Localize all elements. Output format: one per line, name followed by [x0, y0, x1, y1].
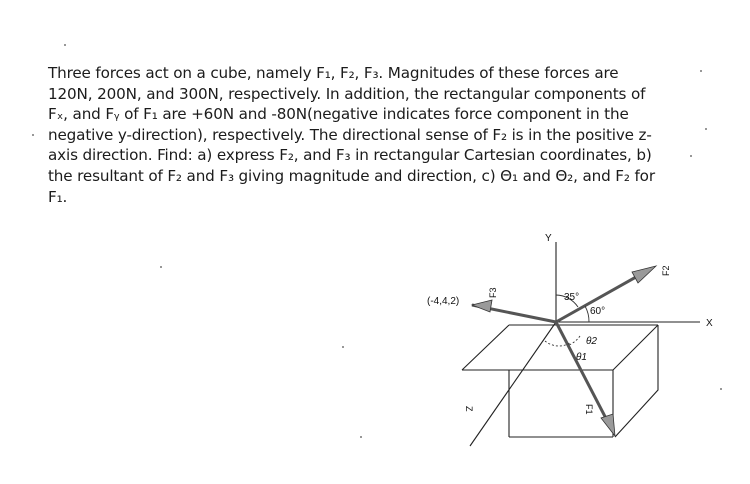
f2-label: F2	[661, 265, 671, 276]
scan-speck	[360, 436, 362, 438]
problem-line-6: the resultant of F₂ and F₃ giving magnitude and direction, c) Θ₁ and Θ₂, and F₂ for	[48, 166, 655, 185]
scan-speck	[32, 134, 34, 136]
f3-arrowhead	[472, 300, 492, 312]
f3-label: F3	[488, 287, 498, 298]
angle-60-label: 60°	[590, 306, 606, 317]
theta1-label: θ1	[576, 352, 587, 363]
x-axis-label: X	[706, 318, 713, 329]
scan-speck	[720, 388, 722, 390]
scan-speck	[342, 346, 344, 348]
arc-theta2	[569, 336, 580, 345]
problem-line-3: Fₓ, and Fᵧ of F₁ are +60N and -80N(negative indicates force component in the	[48, 105, 629, 124]
problem-line-2: 120N, 200N, and 300N, respectively. In addition, the rectangular components of	[48, 84, 646, 103]
arc-60deg	[585, 306, 589, 322]
z-axis-label: Z	[464, 406, 474, 412]
scan-speck	[690, 155, 692, 157]
scan-speck	[705, 128, 707, 130]
problem-line-7: F₁.	[48, 187, 68, 206]
scan-speck	[160, 266, 162, 268]
cube-edge-top-right	[613, 325, 658, 370]
cube	[462, 325, 658, 437]
f1-arrowhead	[601, 414, 615, 436]
problem-line-4: negative y-direction), respectively. The directional sense of F₂ is in the positive z-	[48, 125, 652, 144]
scan-speck	[64, 44, 66, 46]
scan-speck	[700, 70, 702, 72]
problem-line-5: axis direction. Find: a) express F₂, and F₃ in rectangular Cartesian coordinates, b)	[48, 146, 652, 165]
f1-shaft	[556, 322, 612, 430]
force-f3	[472, 300, 556, 322]
f1-label: F1	[584, 404, 594, 415]
theta2-label: θ2	[586, 336, 597, 347]
angle-35-label: 35°	[564, 292, 580, 303]
point-label: (-4,4,2)	[427, 296, 460, 307]
cube-edge-top-left	[462, 325, 509, 370]
z-axis	[470, 322, 556, 446]
cube-edge-back-right	[615, 325, 658, 437]
y-axis-label: Y	[545, 233, 552, 244]
problem-line-1: Three forces act on a cube, namely F₁, F₂, F₃. Magnitudes of these forces are	[48, 64, 619, 82]
f2-arrowhead	[632, 266, 656, 283]
